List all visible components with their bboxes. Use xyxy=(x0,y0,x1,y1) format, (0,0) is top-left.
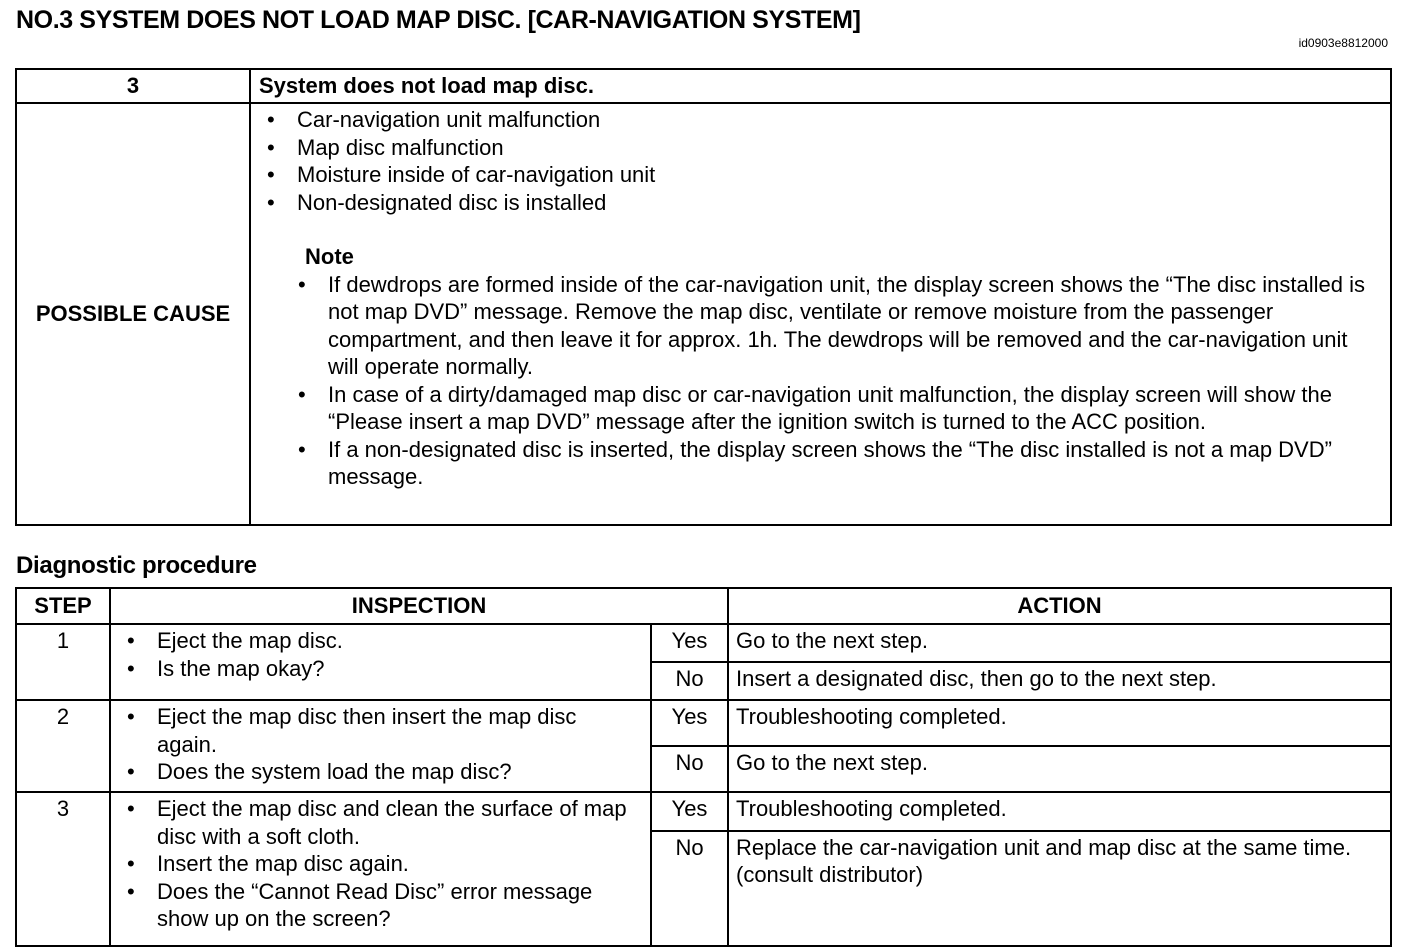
answer-yes: Yes xyxy=(651,700,728,746)
inspection-item: • Eject the map disc and clean the surface of map disc with a soft cloth. xyxy=(157,795,640,850)
inspection-cell xyxy=(110,700,651,792)
procedure-header-row xyxy=(16,588,1391,624)
note-title: Note xyxy=(305,243,354,269)
action-no: Replace the car-navigation unit and map disc at the same time. (consult distributor) xyxy=(728,831,1391,947)
cause-item: • Non-designated disc is installed xyxy=(297,189,1390,217)
table-row xyxy=(16,624,1391,662)
step-number: 1 xyxy=(16,624,110,700)
cause-item: • Car-navigation unit malfunction xyxy=(297,106,1390,134)
step-header: STEP xyxy=(16,588,110,624)
note-list xyxy=(251,271,1390,491)
symptom-number: 3 xyxy=(16,69,250,103)
inspection-item: • Insert the map disc again. xyxy=(157,850,640,878)
action-yes: Troubleshooting completed. xyxy=(728,792,1391,831)
cause-item: • Moisture inside of car-navigation unit xyxy=(297,161,1390,189)
page-title: NO.3 SYSTEM DOES NOT LOAD MAP DISC. [CAR-NAVIGATION SYSTEM] xyxy=(16,6,861,34)
note-item: • In case of a dirty/damaged map disc or car-navigation unit malfunction, the display screen will show the “Please insert a map DVD” message after the ignition switch is turned to the ACC position. xyxy=(328,381,1380,436)
inspection-cell xyxy=(110,792,651,946)
inspection-item: • Eject the map disc then insert the map disc again. xyxy=(157,703,640,758)
answer-no: No xyxy=(651,831,728,947)
note-item: • If dewdrops are formed inside of the car-navigation unit, the display screen shows the “The disc installed is not map DVD” message. Remove the map disc, ventilate or remove moisture from the passenger compartment, and then leave it for approx. 1h. The dewdrops will be removed and the car-navigation unit will operate normally. xyxy=(328,271,1380,381)
cause-item: • Map disc malfunction xyxy=(297,134,1390,162)
inspection-cell xyxy=(110,624,651,700)
section-title: Diagnostic procedure xyxy=(16,552,257,579)
symptom-header-row xyxy=(16,69,1391,103)
inspection-item: • Does the system load the map disc? xyxy=(157,758,640,786)
cause-list xyxy=(251,106,1390,217)
document-id: id0903e8812000 xyxy=(1298,36,1388,50)
action-no: Go to the next step. xyxy=(728,746,1391,792)
action-yes: Troubleshooting completed. xyxy=(728,700,1391,746)
action-yes: Go to the next step. xyxy=(728,624,1391,662)
symptom-text: System does not load map disc. xyxy=(250,69,1391,103)
answer-yes: Yes xyxy=(651,624,728,662)
symptom-table xyxy=(15,68,1392,526)
inspection-item: • Eject the map disc. xyxy=(157,627,640,655)
action-no: Insert a designated disc, then go to the next step. xyxy=(728,662,1391,700)
note-item: • If a non-designated disc is inserted, the display screen shows the “The disc installed is not a map DVD” message. xyxy=(328,436,1380,491)
answer-no: No xyxy=(651,746,728,792)
step-number: 2 xyxy=(16,700,110,792)
table-row xyxy=(16,700,1391,746)
step-number: 3 xyxy=(16,792,110,946)
inspection-header: INSPECTION xyxy=(110,588,728,624)
inspection-item: • Does the “Cannot Read Disc” error message show up on the screen? xyxy=(157,878,640,933)
answer-no: No xyxy=(651,662,728,700)
possible-cause-content xyxy=(250,103,1391,525)
possible-cause-label: POSSIBLE CAUSE xyxy=(16,103,250,525)
diagnostic-procedure-table xyxy=(15,587,1392,947)
answer-yes: Yes xyxy=(651,792,728,831)
inspection-item: • Is the map okay? xyxy=(157,655,640,683)
possible-cause-row xyxy=(16,103,1391,525)
action-header: ACTION xyxy=(728,588,1391,624)
table-row xyxy=(16,792,1391,831)
